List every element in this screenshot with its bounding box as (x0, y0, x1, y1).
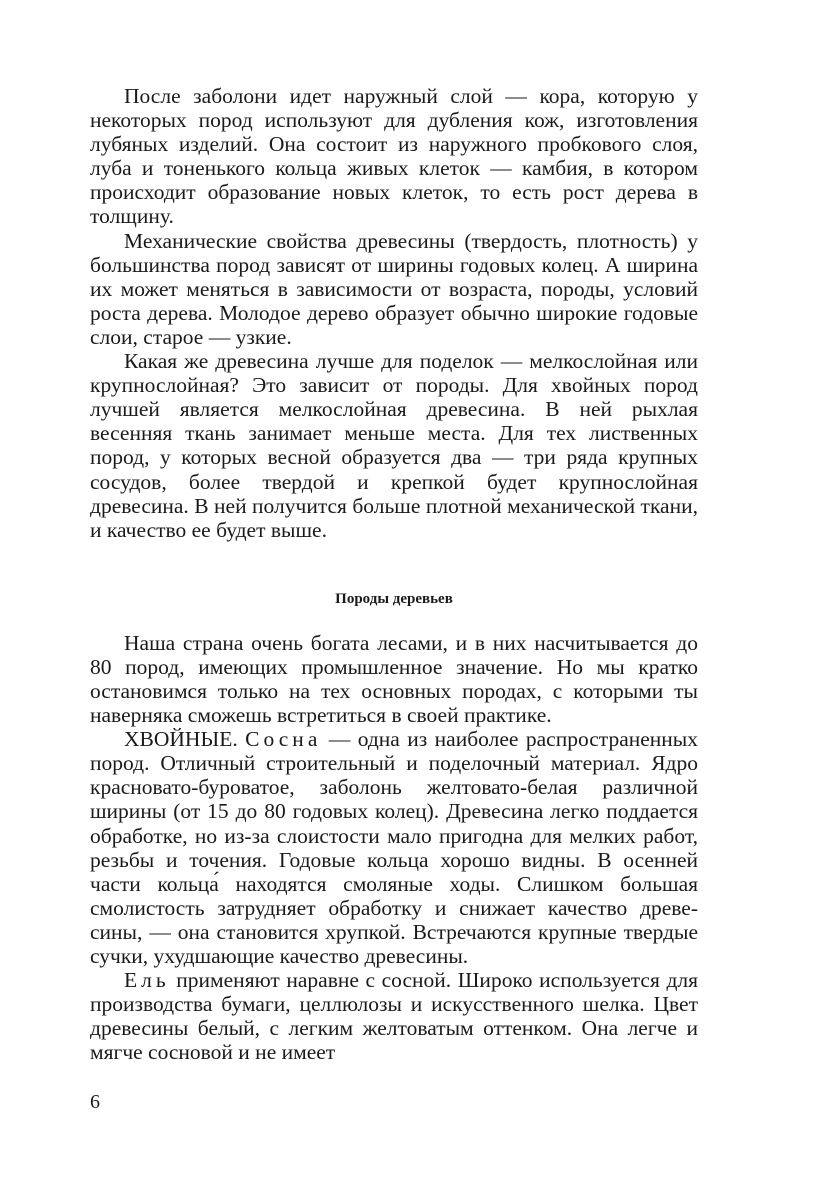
page-text (90, 84, 698, 1064)
spruce-description: применяют наравне с сосной. Широко используется для производства бумаги, целлюлозы и искусственного шелка. Цвет древесины белый, с легким желтоватым оттенком. Она легче и мягче сосновой и не имеет (90, 968, 698, 1065)
pine-description: — одна из наиболее распространенных пород. Отличный строительный и поделочный материал. Ядро красновато-буроватое, заболонь желтовато-белая различной ширины (от 15 до 80 годовых колец). Древесина легко поддается обработке, но из-за слоистости мало пригодна для мелких работ, резьбы и точения. Годовые кольца хорошо видны. В осенней части кольца́ находятся смоляные ходы. Слишком большая смолистость затрудняет обработку и снижает качество древесины, — она становится хрупкой. Встречаются крупные твердые сучки, ухудшающие качество древесины. (90, 727, 698, 968)
paragraph-forests: Наша страна очень богата лесами, и в них насчитывается до 80 пород, имеющих промышленное значение. Но мы кратко остановимся только на тех основных породах, с которыми ты наверняка сможешь встретиться в своей практике. (90, 630, 698, 728)
page-number: 6 (90, 1091, 100, 1113)
paragraph-spruce (90, 968, 698, 1064)
paragraph-pine (90, 727, 698, 968)
paragraph-wood-choice: Какая же древесина лучше для поделок — мелкослойная или крупнослойная? Это зависит от породы. Для хвойных пород лучшей является мелкослойная древесина. В ней рыхлая весенняя ткань занимает меньше места. Для тех лиственных пород, у которых весной образуется два — три ряда крупных сосудов, более твердой и крепкой будет крупнослойная древесина. В ней получится больше плотной механической ткани, и качество ее будет выше. (90, 349, 698, 542)
term-spruce: Ель (124, 968, 170, 993)
section-heading-tree-species: Породы деревьев (335, 590, 453, 607)
term-pine: Сосна (245, 727, 322, 752)
paragraph-bark: После заболони идет наружный слой — кора, которую у некоторых пород используют для дубления кож, изготовления лубяных изделий. Она состоит из наружного пробкового слоя, луба и тоненького кольца живых клеток — камбия, в котором происходит образование новых клеток, то есть рост дерева в толщину. (90, 84, 698, 229)
category-label-conifers: ХВОЙНЫЕ. (124, 727, 238, 752)
paragraph-mechanical-properties: Механические свойства древесины (твердость, плотность) у большинства пород зависят от ширины годовых колец. А ширина их может меняться в зависимости от возраста, породы, условий роста дерева. Молодое дерево образует обычно широкие годовые слои, старое — узкие. (90, 228, 698, 349)
